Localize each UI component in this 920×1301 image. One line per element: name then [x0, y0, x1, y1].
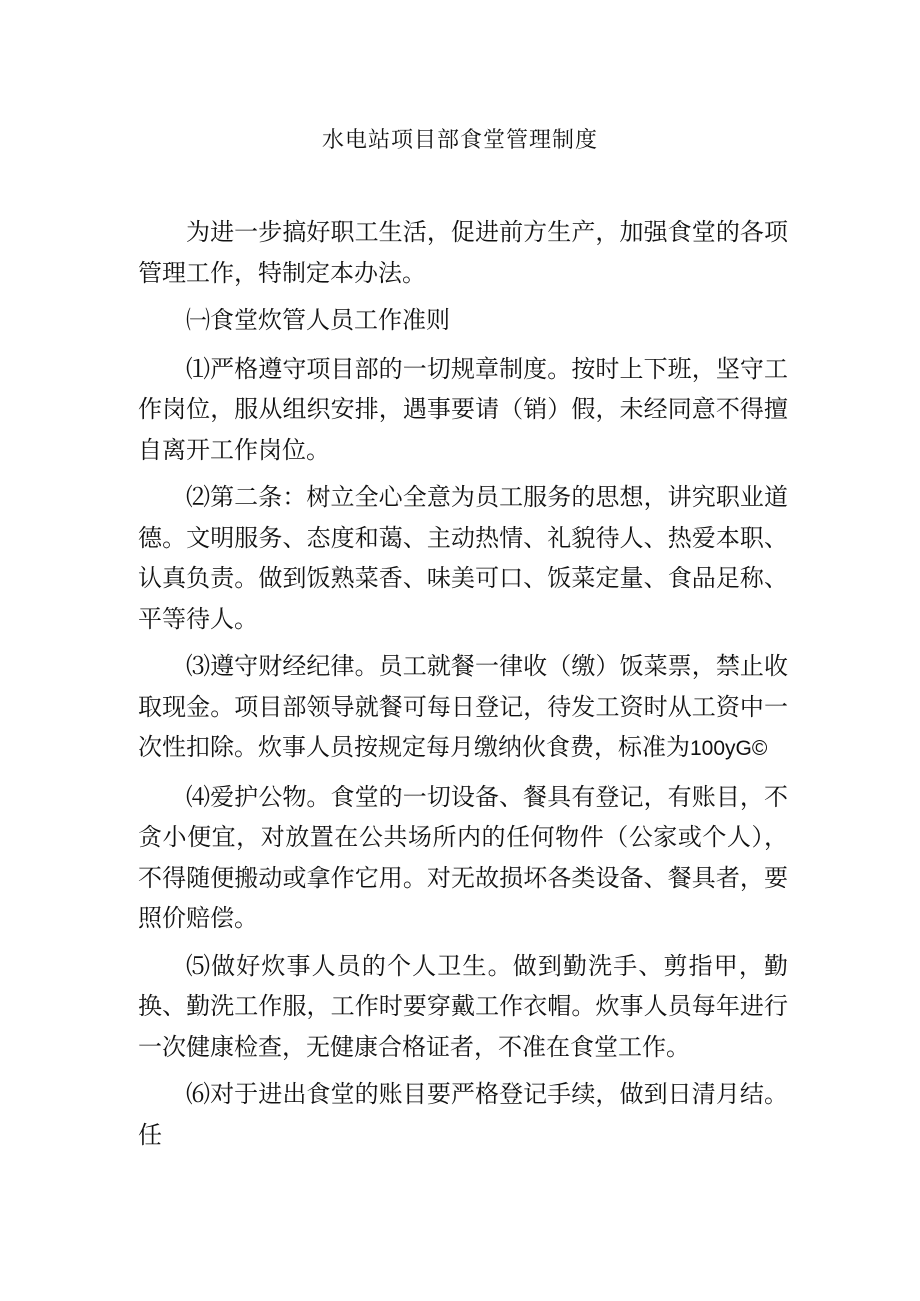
rule-item-6: ⑹对于进出食堂的账目要严格登记手续，做到日清月结。任 [138, 1080, 788, 1149]
rule-item-3-text: ⑶遵守财经纪律。员工就餐一律收（缴）饭菜票，禁止收取现金。项目部领导就餐可每日登记，待发工资时从工资中一次性扣除。炊事人员按规定每月缴纳伙食费，标准为 [138, 652, 788, 761]
rule-item-2: ⑵第二条：树立全心全意为员工服务的思想，讲究职业道德。文明服务、态度和蔼、主动热情、礼貌待人、热爱本职、认真负责。做到饭熟菜香、味美可口、饭菜定量、食品足称、平等待人。 [138, 483, 788, 633]
rule-item-5: ⑸做好炊事人员的个人卫生。做到勤洗手、剪指甲，勤换、勤洗工作服，工作时要穿戴工作衣帽。炊事人员每年进行一次健康检查，无健康合格证者，不准在食堂工作。 [138, 951, 788, 1061]
document-body [138, 212, 788, 1162]
rule-item-4: ⑷爱护公物。食堂的一切设备、餐具有登记，有账目，不贪小便宜，对放置在公共场所内的任何物件（公家或个人），不得随便搬动或拿作它用。对无故损坏各类设备、餐具者，要照价赔偿。 [138, 782, 788, 932]
section-heading: ㈠食堂炊管人员工作准则 [186, 306, 450, 334]
rule-item-1: ⑴严格遵守项目部的一切规章制度。按时上下班，坚守工作岗位，服从组织安排，遇事要请（销）假，未经同意不得擅自离开工作岗位。 [138, 354, 788, 464]
rule-item-3 [138, 646, 788, 770]
intro-paragraph: 为进一步搞好职工生活，促进前方生产，加强食堂的各项管理工作，特制定本办法。 [138, 218, 788, 287]
fee-standard-value: 100yG© [690, 737, 768, 760]
document-title: 水电站项目部食堂管理制度 [321, 128, 598, 153]
